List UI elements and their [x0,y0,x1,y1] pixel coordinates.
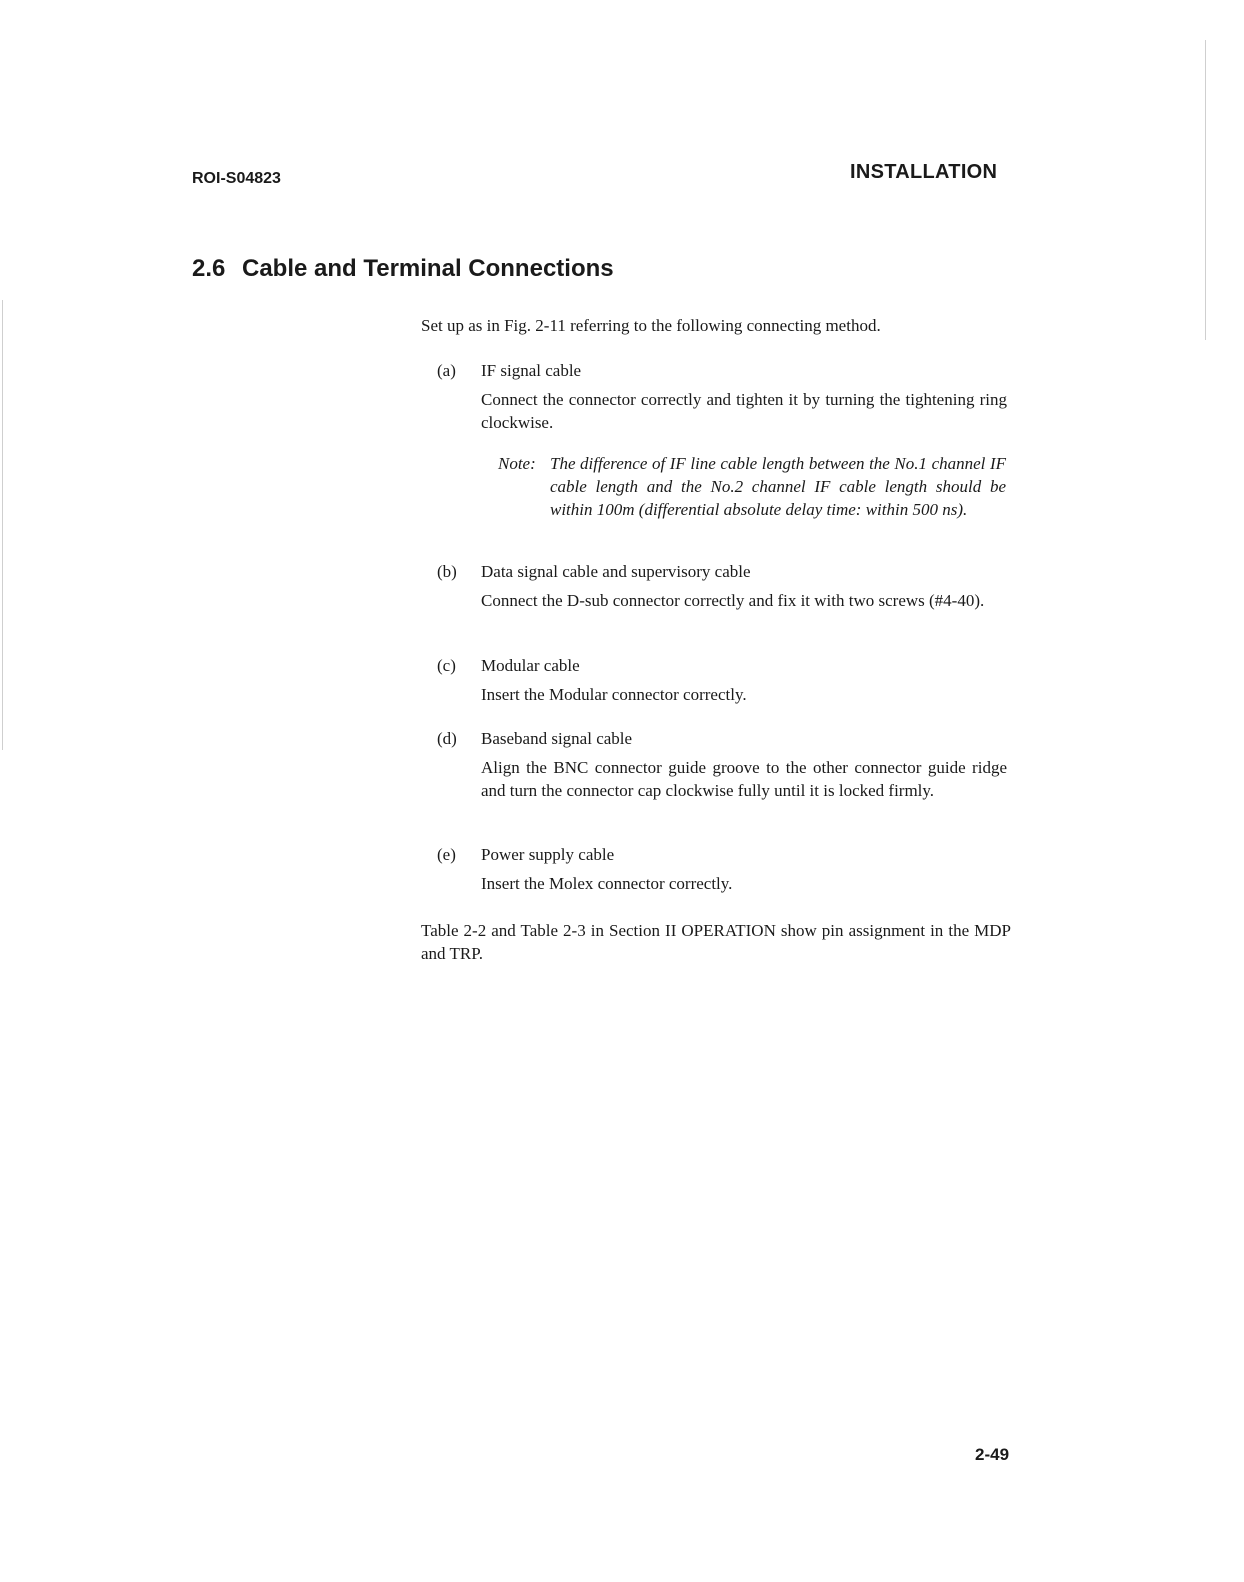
page-number: 2-49 [975,1445,1010,1464]
list-item-marker: (d) [437,729,457,748]
list-item-title: IF signal cable [481,361,582,380]
list-item-description: Connect the D-sub connector correctly and fix it with two screws (#4-40). [481,591,985,610]
section-number: 2.6 [192,255,226,282]
list-item-description: Align the BNC connector guide groove to the other connector guide ridge and turn the connector cap clockwise fully until it is locked firmly. [481,758,1007,800]
scan-edge-mark-left [2,300,3,750]
section-heading [192,255,614,283]
document-id: ROI-S04823 [192,170,281,187]
list-item-title: Baseband signal cable [481,729,633,748]
list-item-description: Connect the connector correctly and tighten it by turning the tightening ring clockwise. [481,390,1007,432]
list-item-description: Insert the Molex connector correctly. [481,874,733,893]
list-item-marker: (e) [437,845,456,864]
scan-edge-mark-right [1205,40,1206,340]
list-item-title: Data signal cable and supervisory cable [481,562,751,581]
list-item-description: Insert the Modular connector correctly. [481,685,747,704]
outro-paragraph: Table 2-2 and Table 2-3 in Section II OPERATION show pin assignment in the MDP and TRP. [421,921,1011,963]
list-item-title: Modular cable [481,656,580,675]
section-title: Cable and Terminal Connections [242,255,614,282]
note-text: The difference of IF line cable length between the No.1 channel IF cable length and the No.2 channel IF cable length should be within 100m (differential absolute delay time: within 500 ns). [550,454,1006,519]
list-item-marker: (a) [437,361,456,380]
note-label: Note: [498,454,536,473]
intro-paragraph: Set up as in Fig. 2-11 referring to the following connecting method. [421,316,881,335]
list-item-marker: (c) [437,656,456,675]
chapter-title: INSTALLATION [850,161,998,183]
list-item-marker: (b) [437,562,457,581]
list-item-title: Power supply cable [481,845,615,864]
